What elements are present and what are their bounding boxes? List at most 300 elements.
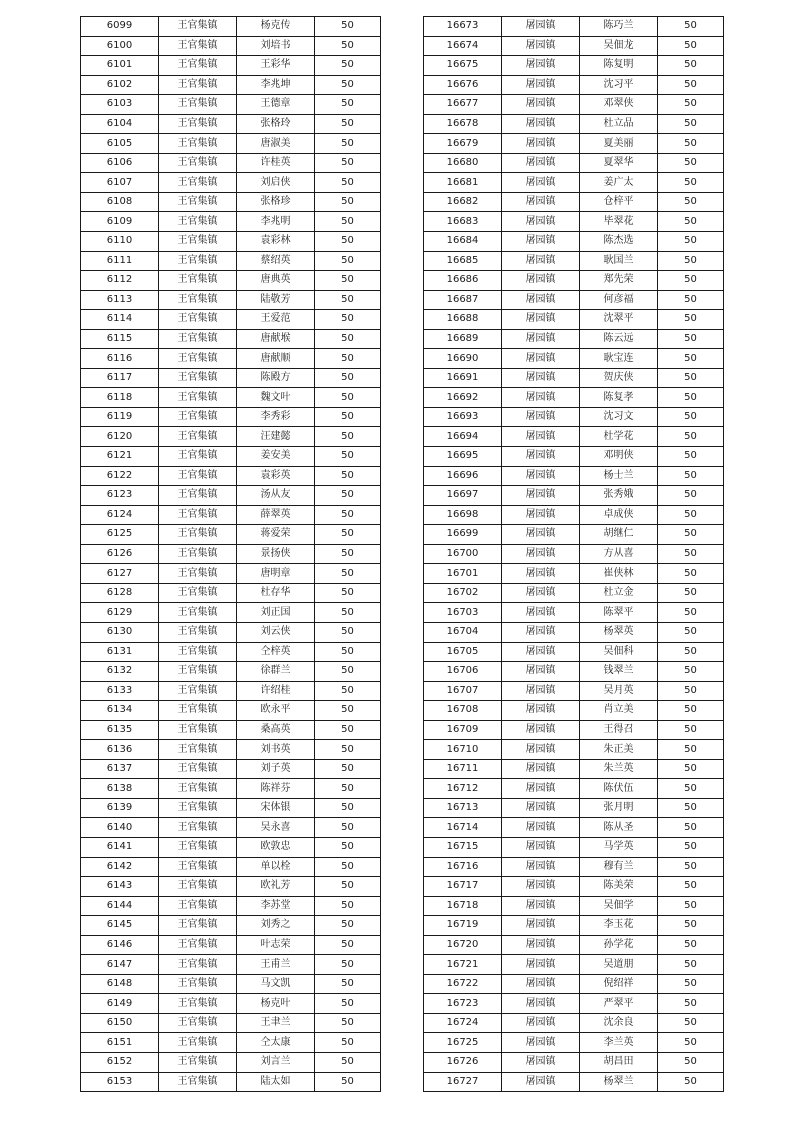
table-row — [424, 153, 724, 173]
table-row — [424, 192, 724, 212]
name-cell: 杨士兰 — [580, 466, 658, 486]
name-cell: 刘秀之 — [237, 916, 315, 936]
name-cell: 肖立美 — [580, 701, 658, 721]
table-row — [81, 896, 381, 916]
town-cell: 王官集镇 — [159, 701, 237, 721]
name-cell: 陈美荣 — [580, 877, 658, 897]
name-cell: 马学英 — [580, 837, 658, 857]
record-number-cell: 6144 — [81, 896, 159, 916]
table-row — [424, 1052, 724, 1072]
town-cell: 屠园镇 — [502, 642, 580, 662]
town-cell: 王官集镇 — [159, 622, 237, 642]
amount-cell: 50 — [315, 486, 381, 506]
town-cell: 屠园镇 — [502, 486, 580, 506]
record-number-cell: 6115 — [81, 329, 159, 349]
record-number-cell: 16679 — [424, 134, 502, 154]
amount-cell: 50 — [658, 916, 724, 936]
town-cell: 王官集镇 — [159, 134, 237, 154]
table-row — [424, 759, 724, 779]
amount-cell: 50 — [315, 95, 381, 115]
town-cell: 王官集镇 — [159, 662, 237, 682]
name-cell: 刘培书 — [237, 36, 315, 56]
town-cell: 屠园镇 — [502, 525, 580, 545]
table-row — [81, 603, 381, 623]
town-cell: 王官集镇 — [159, 173, 237, 193]
town-cell: 屠园镇 — [502, 1013, 580, 1033]
amount-cell: 50 — [658, 368, 724, 388]
amount-cell: 50 — [315, 564, 381, 584]
name-cell: 蒋爱荣 — [237, 525, 315, 545]
record-number-cell: 16673 — [424, 17, 502, 37]
table-row — [424, 916, 724, 936]
name-cell: 王得召 — [580, 720, 658, 740]
record-number-cell: 6143 — [81, 877, 159, 897]
table-row — [424, 271, 724, 291]
table-row — [424, 466, 724, 486]
town-cell: 王官集镇 — [159, 310, 237, 330]
town-cell: 屠园镇 — [502, 935, 580, 955]
amount-cell: 50 — [658, 134, 724, 154]
name-cell: 唐淑美 — [237, 134, 315, 154]
record-number-cell: 6124 — [81, 505, 159, 525]
name-cell: 倪绍祥 — [580, 974, 658, 994]
name-cell: 欧永平 — [237, 701, 315, 721]
record-number-cell: 6121 — [81, 447, 159, 467]
name-cell: 方从喜 — [580, 544, 658, 564]
amount-cell: 50 — [315, 56, 381, 76]
table-row — [424, 407, 724, 427]
table-row — [424, 740, 724, 760]
table-row — [424, 36, 724, 56]
record-number-cell: 16692 — [424, 388, 502, 408]
record-number-cell: 6145 — [81, 916, 159, 936]
record-number-cell: 6116 — [81, 349, 159, 369]
amount-cell: 50 — [315, 134, 381, 154]
name-cell: 陆敬芳 — [237, 290, 315, 310]
table-row — [81, 427, 381, 447]
table-row — [424, 994, 724, 1014]
amount-cell: 50 — [658, 701, 724, 721]
name-cell: 杜学花 — [580, 427, 658, 447]
amount-cell: 50 — [315, 173, 381, 193]
table-row — [81, 1052, 381, 1072]
amount-cell: 50 — [658, 17, 724, 37]
record-number-cell: 16724 — [424, 1013, 502, 1033]
town-cell: 王官集镇 — [159, 544, 237, 564]
name-cell: 仝太康 — [237, 1033, 315, 1053]
amount-cell: 50 — [658, 153, 724, 173]
table-row — [424, 525, 724, 545]
record-number-cell: 16720 — [424, 935, 502, 955]
town-cell: 王官集镇 — [159, 388, 237, 408]
amount-cell: 50 — [658, 583, 724, 603]
table-row — [424, 720, 724, 740]
table-row — [81, 798, 381, 818]
amount-cell: 50 — [315, 505, 381, 525]
amount-cell: 50 — [315, 740, 381, 760]
town-cell: 屠园镇 — [502, 427, 580, 447]
table-row — [81, 622, 381, 642]
town-cell: 屠园镇 — [502, 1033, 580, 1053]
table-row — [424, 1072, 724, 1092]
name-cell: 刘正国 — [237, 603, 315, 623]
record-number-cell: 16723 — [424, 994, 502, 1014]
amount-cell: 50 — [658, 427, 724, 447]
name-cell: 沈习平 — [580, 75, 658, 95]
table-row — [424, 114, 724, 134]
record-number-cell: 6114 — [81, 310, 159, 330]
town-cell: 屠园镇 — [502, 368, 580, 388]
name-cell: 沈习文 — [580, 407, 658, 427]
name-cell: 沈余良 — [580, 1013, 658, 1033]
amount-cell: 50 — [315, 837, 381, 857]
amount-cell: 50 — [658, 251, 724, 271]
town-cell: 王官集镇 — [159, 466, 237, 486]
record-number-cell: 16699 — [424, 525, 502, 545]
name-cell: 刘云侠 — [237, 622, 315, 642]
amount-cell: 50 — [658, 290, 724, 310]
amount-cell: 50 — [658, 173, 724, 193]
town-cell: 屠园镇 — [502, 622, 580, 642]
table-row — [81, 1013, 381, 1033]
town-cell: 屠园镇 — [502, 994, 580, 1014]
record-number-cell: 6125 — [81, 525, 159, 545]
amount-cell: 50 — [315, 896, 381, 916]
amount-cell: 50 — [315, 916, 381, 936]
town-cell: 屠园镇 — [502, 114, 580, 134]
name-cell: 刘书英 — [237, 740, 315, 760]
table-row — [81, 564, 381, 584]
amount-cell: 50 — [658, 75, 724, 95]
record-number-cell: 16676 — [424, 75, 502, 95]
name-cell: 何彦福 — [580, 290, 658, 310]
record-number-cell: 16725 — [424, 1033, 502, 1053]
name-cell: 唐献顺 — [237, 349, 315, 369]
town-cell: 屠园镇 — [502, 701, 580, 721]
record-number-cell: 6105 — [81, 134, 159, 154]
record-number-cell: 6119 — [81, 407, 159, 427]
name-cell: 沈翠平 — [580, 310, 658, 330]
table-row — [424, 583, 724, 603]
table-row — [424, 955, 724, 975]
name-cell: 陈殿方 — [237, 368, 315, 388]
amount-cell: 50 — [315, 447, 381, 467]
town-cell: 王官集镇 — [159, 407, 237, 427]
amount-cell: 50 — [315, 36, 381, 56]
town-cell: 屠园镇 — [502, 798, 580, 818]
table-row — [81, 642, 381, 662]
town-cell: 王官集镇 — [159, 974, 237, 994]
amount-cell: 50 — [658, 1013, 724, 1033]
name-cell: 姜广太 — [580, 173, 658, 193]
name-cell: 姜安美 — [237, 447, 315, 467]
amount-cell: 50 — [315, 1072, 381, 1092]
table-row — [81, 505, 381, 525]
name-cell: 许桂英 — [237, 153, 315, 173]
table-row — [424, 56, 724, 76]
record-number-cell: 16718 — [424, 896, 502, 916]
record-number-cell: 16711 — [424, 759, 502, 779]
table-row — [81, 271, 381, 291]
table-row — [81, 349, 381, 369]
record-number-cell: 6137 — [81, 759, 159, 779]
amount-cell: 50 — [315, 75, 381, 95]
amount-cell: 50 — [315, 407, 381, 427]
table-row — [81, 837, 381, 857]
amount-cell: 50 — [315, 994, 381, 1014]
name-cell: 杜存华 — [237, 583, 315, 603]
record-number-cell: 6101 — [81, 56, 159, 76]
table-row — [81, 935, 381, 955]
name-cell: 李兰英 — [580, 1033, 658, 1053]
record-number-cell: 6126 — [81, 544, 159, 564]
table-row — [424, 818, 724, 838]
table-row — [424, 662, 724, 682]
record-number-cell: 6147 — [81, 955, 159, 975]
table-row — [81, 192, 381, 212]
name-cell: 李秀彩 — [237, 407, 315, 427]
table-row — [81, 17, 381, 37]
record-number-cell: 16705 — [424, 642, 502, 662]
record-number-cell: 6134 — [81, 701, 159, 721]
name-cell: 王彩华 — [237, 56, 315, 76]
town-cell: 屠园镇 — [502, 212, 580, 232]
amount-cell: 50 — [315, 603, 381, 623]
record-number-cell: 6100 — [81, 36, 159, 56]
table-row — [424, 310, 724, 330]
table-row — [81, 486, 381, 506]
amount-cell: 50 — [658, 994, 724, 1014]
name-cell: 刘子英 — [237, 759, 315, 779]
name-cell: 毕翠花 — [580, 212, 658, 232]
table-row — [424, 290, 724, 310]
record-number-cell: 6109 — [81, 212, 159, 232]
name-cell: 陆太如 — [237, 1072, 315, 1092]
amount-cell: 50 — [315, 525, 381, 545]
amount-cell: 50 — [315, 720, 381, 740]
table-row — [81, 701, 381, 721]
record-number-cell: 6129 — [81, 603, 159, 623]
record-number-cell: 16683 — [424, 212, 502, 232]
name-cell: 魏文叶 — [237, 388, 315, 408]
record-number-cell: 16702 — [424, 583, 502, 603]
name-cell: 孙学花 — [580, 935, 658, 955]
name-cell: 崔侠林 — [580, 564, 658, 584]
table-row — [424, 642, 724, 662]
town-cell: 王官集镇 — [159, 1072, 237, 1092]
town-cell: 王官集镇 — [159, 95, 237, 115]
town-cell: 王官集镇 — [159, 916, 237, 936]
amount-cell: 50 — [658, 525, 724, 545]
name-cell: 杨克传 — [237, 17, 315, 37]
name-cell: 钱翠兰 — [580, 662, 658, 682]
table-row — [81, 740, 381, 760]
name-cell: 汪建懿 — [237, 427, 315, 447]
name-cell: 唐献堠 — [237, 329, 315, 349]
amount-cell: 50 — [315, 232, 381, 252]
table-row — [81, 544, 381, 564]
amount-cell: 50 — [315, 1013, 381, 1033]
amount-cell: 50 — [658, 232, 724, 252]
table-row — [424, 896, 724, 916]
record-number-cell: 16675 — [424, 56, 502, 76]
name-cell: 汤从友 — [237, 486, 315, 506]
town-cell: 王官集镇 — [159, 329, 237, 349]
record-number-cell: 16722 — [424, 974, 502, 994]
table-row — [424, 95, 724, 115]
table-row — [81, 173, 381, 193]
record-number-cell: 16714 — [424, 818, 502, 838]
town-cell: 屠园镇 — [502, 544, 580, 564]
record-number-cell: 6140 — [81, 818, 159, 838]
town-cell: 王官集镇 — [159, 896, 237, 916]
amount-cell: 50 — [315, 17, 381, 37]
amount-cell: 50 — [658, 798, 724, 818]
town-cell: 王官集镇 — [159, 36, 237, 56]
table-row — [81, 720, 381, 740]
table-row — [424, 974, 724, 994]
left-table — [80, 16, 381, 1092]
name-cell: 许绍桂 — [237, 681, 315, 701]
name-cell: 陈复孝 — [580, 388, 658, 408]
name-cell: 胡昌田 — [580, 1052, 658, 1072]
amount-cell: 50 — [658, 329, 724, 349]
amount-cell: 50 — [315, 583, 381, 603]
table-row — [81, 153, 381, 173]
table-row — [81, 583, 381, 603]
record-number-cell: 16678 — [424, 114, 502, 134]
record-number-cell: 6099 — [81, 17, 159, 37]
table-row — [81, 955, 381, 975]
record-number-cell: 6127 — [81, 564, 159, 584]
record-number-cell: 16716 — [424, 857, 502, 877]
name-cell: 郑先荣 — [580, 271, 658, 291]
record-number-cell: 6110 — [81, 232, 159, 252]
table-row — [424, 935, 724, 955]
amount-cell: 50 — [315, 271, 381, 291]
town-cell: 屠园镇 — [502, 388, 580, 408]
amount-cell: 50 — [658, 759, 724, 779]
town-cell: 屠园镇 — [502, 134, 580, 154]
name-cell: 吴道朋 — [580, 955, 658, 975]
town-cell: 王官集镇 — [159, 779, 237, 799]
table-row — [81, 759, 381, 779]
town-cell: 屠园镇 — [502, 974, 580, 994]
amount-cell: 50 — [658, 447, 724, 467]
record-number-cell: 6132 — [81, 662, 159, 682]
name-cell: 陈祥芬 — [237, 779, 315, 799]
name-cell: 唐明章 — [237, 564, 315, 584]
town-cell: 王官集镇 — [159, 955, 237, 975]
name-cell: 吴佃龙 — [580, 36, 658, 56]
amount-cell: 50 — [315, 798, 381, 818]
name-cell: 卓成侠 — [580, 505, 658, 525]
table-row — [81, 974, 381, 994]
name-cell: 陈复明 — [580, 56, 658, 76]
name-cell: 张月明 — [580, 798, 658, 818]
town-cell: 王官集镇 — [159, 17, 237, 37]
town-cell: 王官集镇 — [159, 818, 237, 838]
town-cell: 屠园镇 — [502, 681, 580, 701]
town-cell: 屠园镇 — [502, 349, 580, 369]
name-cell: 张秀娥 — [580, 486, 658, 506]
record-number-cell: 16709 — [424, 720, 502, 740]
table-row — [424, 329, 724, 349]
table-row — [424, 857, 724, 877]
town-cell: 屠园镇 — [502, 310, 580, 330]
town-cell: 王官集镇 — [159, 114, 237, 134]
record-number-cell: 6112 — [81, 271, 159, 291]
record-number-cell: 6153 — [81, 1072, 159, 1092]
name-cell: 陈伏伍 — [580, 779, 658, 799]
town-cell: 屠园镇 — [502, 720, 580, 740]
table-row — [81, 407, 381, 427]
name-cell: 王聿兰 — [237, 1013, 315, 1033]
amount-cell: 50 — [315, 681, 381, 701]
table-row — [424, 251, 724, 271]
town-cell: 屠园镇 — [502, 17, 580, 37]
amount-cell: 50 — [658, 564, 724, 584]
name-cell: 朱兰英 — [580, 759, 658, 779]
town-cell: 屠园镇 — [502, 329, 580, 349]
amount-cell: 50 — [315, 622, 381, 642]
town-cell: 屠园镇 — [502, 290, 580, 310]
amount-cell: 50 — [658, 466, 724, 486]
table-row — [81, 290, 381, 310]
record-number-cell: 16691 — [424, 368, 502, 388]
name-cell: 邓明侠 — [580, 447, 658, 467]
record-number-cell: 6152 — [81, 1052, 159, 1072]
town-cell: 屠园镇 — [502, 192, 580, 212]
town-cell: 王官集镇 — [159, 857, 237, 877]
amount-cell: 50 — [658, 1072, 724, 1092]
table-row — [424, 17, 724, 37]
town-cell: 王官集镇 — [159, 153, 237, 173]
record-number-cell: 16706 — [424, 662, 502, 682]
record-number-cell: 6130 — [81, 622, 159, 642]
amount-cell: 50 — [658, 974, 724, 994]
name-cell: 邓翠侠 — [580, 95, 658, 115]
name-cell: 杜立金 — [580, 583, 658, 603]
table-row — [424, 173, 724, 193]
record-number-cell: 16696 — [424, 466, 502, 486]
amount-cell: 50 — [315, 310, 381, 330]
town-cell: 屠园镇 — [502, 173, 580, 193]
amount-cell: 50 — [658, 877, 724, 897]
amount-cell: 50 — [658, 837, 724, 857]
amount-cell: 50 — [315, 427, 381, 447]
amount-cell: 50 — [658, 857, 724, 877]
table-row — [424, 603, 724, 623]
table-row — [81, 662, 381, 682]
record-number-cell: 6141 — [81, 837, 159, 857]
amount-cell: 50 — [315, 349, 381, 369]
record-number-cell: 16707 — [424, 681, 502, 701]
amount-cell: 50 — [315, 290, 381, 310]
name-cell: 欧礼芳 — [237, 877, 315, 897]
amount-cell: 50 — [658, 720, 724, 740]
record-number-cell: 6102 — [81, 75, 159, 95]
name-cell: 杨克叶 — [237, 994, 315, 1014]
town-cell: 屠园镇 — [502, 740, 580, 760]
amount-cell: 50 — [658, 779, 724, 799]
record-number-cell: 16688 — [424, 310, 502, 330]
name-cell: 李苏堂 — [237, 896, 315, 916]
amount-cell: 50 — [658, 955, 724, 975]
amount-cell: 50 — [315, 818, 381, 838]
name-cell: 唐典英 — [237, 271, 315, 291]
town-cell: 屠园镇 — [502, 916, 580, 936]
